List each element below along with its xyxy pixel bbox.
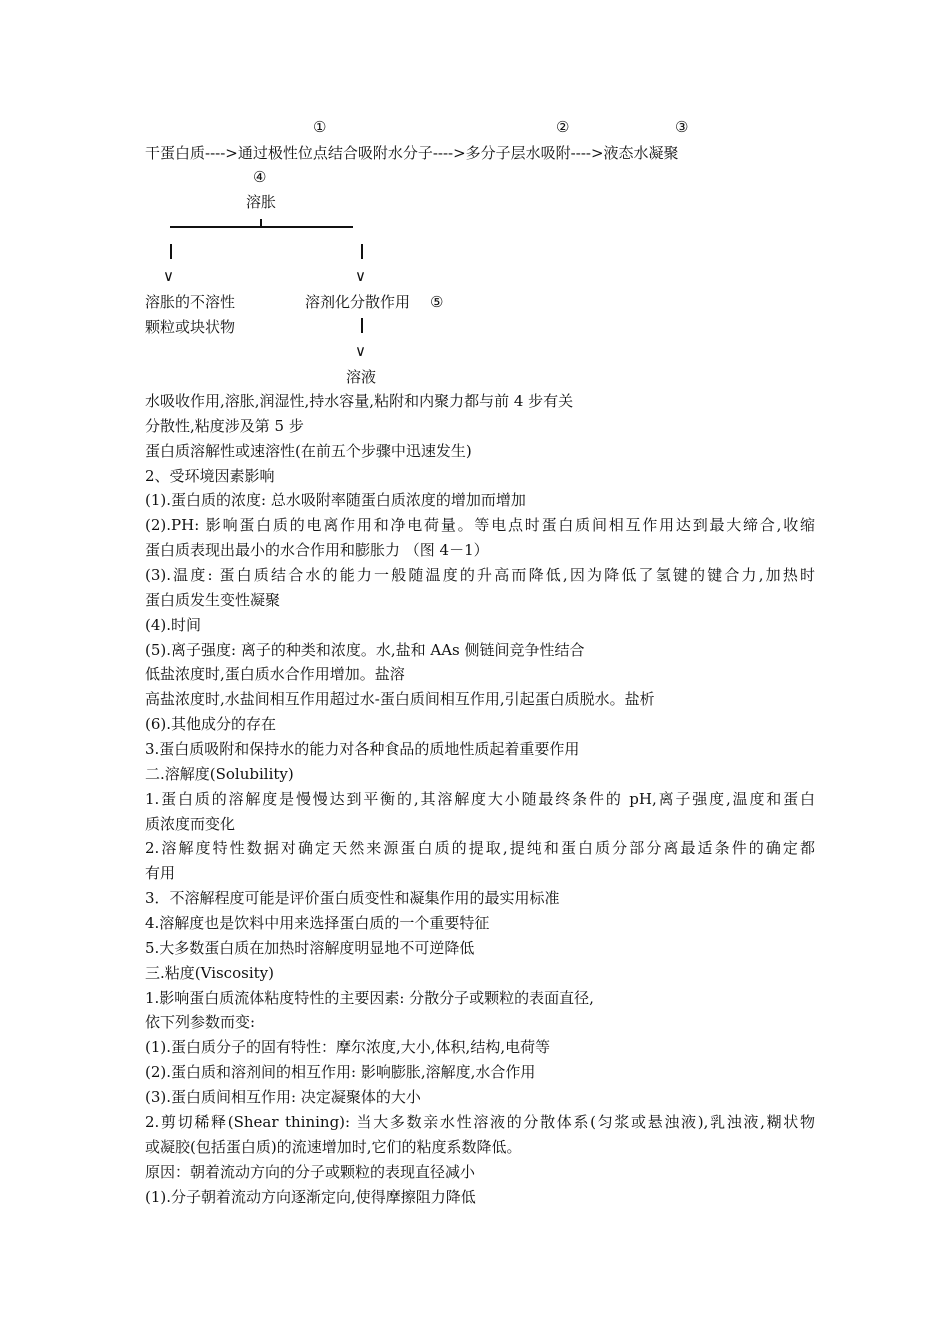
step-1-marker: ① <box>313 118 327 136</box>
section-heading: 2、受环境因素影响 <box>145 466 275 485</box>
text-line: 3．不溶解程度可能是评价蛋白质变性和凝集作用的最实用标准 <box>145 889 560 908</box>
section-heading: 三.粘度(Viscosity) <box>145 963 274 982</box>
text-line: (4).时间 <box>145 615 202 634</box>
right-branch-stem <box>361 244 363 259</box>
text-line: (3).温度: 蛋白质结合水的能力一般随温度的升高而降低,因为降低了氢键的键合力,加热时 <box>145 566 815 585</box>
text-line: 3.蛋白质吸附和保持水的能力对各种食品的质地性质起着重要作用 <box>145 740 580 759</box>
text-line: (5).离子强度: 离子的种类和浓度。水,盐和 AAs 侧链间竞争性结合 <box>145 640 585 659</box>
text-line: 有用 <box>145 864 176 883</box>
text-line: 质浓度而变化 <box>145 814 236 833</box>
text-line: (1).蛋白质的浓度: 总水吸附率随蛋白质浓度的增加而增加 <box>145 491 526 510</box>
left-branch-stem <box>170 244 172 259</box>
text-line: 蛋白质发生变性凝聚 <box>145 590 281 609</box>
insoluble-particles-label-2: 颗粒或块状物 <box>145 318 236 336</box>
text-line: 蛋白质溶解性或速溶性(在前五个步骤中迅速发生) <box>145 441 472 460</box>
solution-arrow-head: ∨ <box>355 342 366 360</box>
insoluble-particles-label-1: 溶胀的不溶性 <box>145 293 236 311</box>
hydration-chain: 干蛋白质---->通过极性位点结合吸附水分子---->多分子层水吸附---->液态水凝聚 <box>145 144 679 162</box>
text-line: 原因：朝着流动方向的分子或颗粒的表现直径减小 <box>145 1162 476 1181</box>
text-line: 蛋白质表现出最小的水合作用和膨胀力 （图 4－1） <box>145 541 489 560</box>
text-line: 1.影响蛋白质流体粘度特性的主要因素: 分散分子或颗粒的表面直径, <box>145 988 594 1007</box>
text-line: (2).蛋白质和溶剂间的相互作用: 影响膨胀,溶解度,水合作用 <box>145 1063 536 1082</box>
text-line: 5.大多数蛋白质在加热时溶解度明显地不可逆降低 <box>145 938 475 957</box>
right-arrow-head: ∨ <box>355 267 366 285</box>
solution-stem <box>361 318 363 333</box>
swelling-label: 溶胀 <box>246 193 277 211</box>
text-line: 依下列参数而变: <box>145 1013 256 1032</box>
text-line: 1.蛋白质的溶解度是慢慢达到平衡的,其溶解度大小随最终条件的 pH,离子强度,温度和蛋白 <box>145 789 815 808</box>
solution-label: 溶液 <box>346 368 377 386</box>
step-2-marker: ② <box>556 118 570 136</box>
text-line: 高盐浓度时,水盐间相互作用超过水-蛋白质间相互作用,引起蛋白质脱水。盐析 <box>145 690 655 709</box>
step-3-marker: ③ <box>675 118 689 136</box>
branch-center-tick <box>260 219 262 227</box>
text-line: 或凝胶(包括蛋白质)的流速增加时,它们的粘度系数降低。 <box>145 1137 522 1156</box>
solvent-dispersion-label: 溶剂化分散作用 <box>305 293 411 311</box>
step-5-marker: ⑤ <box>430 293 444 311</box>
text-line: 2.溶解度特性数据对确定天然来源蛋白质的提取,提纯和蛋白质分部分离最适条件的确定都 <box>145 839 815 858</box>
text-line: 分散性,粘度涉及第 5 步 <box>145 416 304 435</box>
text-line: (6).其他成分的存在 <box>145 715 277 734</box>
left-arrow-head: ∨ <box>163 267 174 285</box>
text-line: (1).蛋白质分子的固有特性：摩尔浓度,大小,体积,结构,电荷等 <box>145 1038 551 1057</box>
text-line: 2.剪切稀释(Shear thining): 当大多数亲水性溶液的分散体系(匀浆或悬浊液),乳浊液,糊状物 <box>145 1112 815 1131</box>
text-line: (3).蛋白质间相互作用: 决定凝聚体的大小 <box>145 1088 421 1107</box>
section-heading: 二.溶解度(Solubility) <box>145 764 294 783</box>
body-text <box>145 389 815 1209</box>
text-line: 低盐浓度时,蛋白质水合作用增加。盐溶 <box>145 665 405 684</box>
text-line: 水吸收作用,溶胀,润湿性,持水容量,粘附和内聚力都与前 4 步有关 <box>145 392 574 410</box>
text-line: (2).PH: 影响蛋白质的电离作用和净电荷量。等电点时蛋白质间相互作用达到最大缔合,收缩 <box>145 516 815 535</box>
step-4-marker: ④ <box>253 168 267 186</box>
text-line: 4.溶解度也是饮料中用来选择蛋白质的一个重要特征 <box>145 914 490 933</box>
text-line: (1).分子朝着流动方向逐渐定向,使得摩擦阻力降低 <box>145 1187 476 1206</box>
